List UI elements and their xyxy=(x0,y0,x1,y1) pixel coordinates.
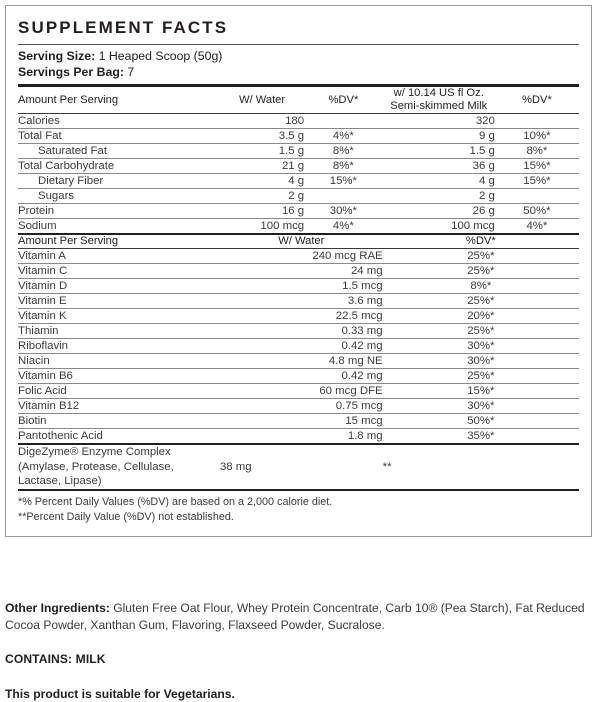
nutrient-amount-water: 2 g xyxy=(220,189,304,204)
table-row xyxy=(18,369,579,384)
serving-size-line xyxy=(18,49,579,65)
nutrient-dv-milk xyxy=(495,114,579,129)
vitamin-name: Vitamin K xyxy=(18,309,220,324)
vitamin-amount-water: 15 mcg xyxy=(220,414,383,429)
vitamin-name: Vitamin A xyxy=(18,249,220,264)
nutrient-dv-water: 8%* xyxy=(304,144,383,159)
vitamin-amount-water: 60 mcg DFE xyxy=(220,384,383,399)
header-amount-per-serving: Amount Per Serving xyxy=(18,87,220,113)
table-row xyxy=(18,264,579,279)
vitamin-name: Vitamin E xyxy=(18,294,220,309)
nutrient-amount-milk: 36 g xyxy=(383,159,495,174)
nutrient-amount-milk: 26 g xyxy=(383,204,495,219)
table-row xyxy=(18,189,579,204)
nutrient-name: Dietary Fiber xyxy=(18,174,220,189)
servings-per-bag-label: Servings Per Bag: xyxy=(18,65,124,79)
nutrient-dv-milk: 8%* xyxy=(495,144,579,159)
servings-per-bag-line xyxy=(18,65,579,81)
vitamin-name: Pantothenic Acid xyxy=(18,429,220,444)
vitamin-amount-water: 0.75 mcg xyxy=(220,399,383,414)
nutrient-amount-milk: 100 mcg xyxy=(383,219,495,234)
header-dv-milk: %DV* xyxy=(495,87,579,113)
vitamin-amount-water: 3.6 mg xyxy=(220,294,383,309)
vitamin-dv: 8%* xyxy=(383,279,579,294)
vitamin-name: Riboflavin xyxy=(18,339,220,354)
vitamin-dv: 35%* xyxy=(383,429,579,444)
main-nutrition-body xyxy=(18,114,579,233)
vegetarian-statement: This product is suitable for Vegetarians. xyxy=(5,686,593,702)
nutrient-dv-water xyxy=(304,114,383,129)
vitamin-dv: 25%* xyxy=(383,249,579,264)
header-with-milk-line2: Semi-skimmed Milk xyxy=(390,100,487,112)
nutrient-name: Saturated Fat xyxy=(18,144,220,159)
vitamin-dv: 25%* xyxy=(383,369,579,384)
table-row xyxy=(18,339,579,354)
table-row xyxy=(18,324,579,339)
nutrient-name: Sugars xyxy=(18,189,220,204)
vitamin-header-with-water: W/ Water xyxy=(220,235,383,248)
table-row xyxy=(18,384,579,399)
nutrient-name: Calories xyxy=(18,114,220,129)
nutrient-amount-milk: 4 g xyxy=(383,174,495,189)
vitamin-name: Niacin xyxy=(18,354,220,369)
table-row xyxy=(18,219,579,234)
nutrient-dv-milk: 50%* xyxy=(495,204,579,219)
table-row xyxy=(18,249,579,264)
nutrient-dv-milk: 15%* xyxy=(495,174,579,189)
table-row xyxy=(18,399,579,414)
table-row xyxy=(18,279,579,294)
header-with-milk-line1: w/ 10.14 US fl Oz. xyxy=(394,87,484,99)
vitamin-name: Biotin xyxy=(18,414,220,429)
vitamin-header-amount-per-serving: Amount Per Serving xyxy=(18,235,220,248)
vitamin-dv: 20%* xyxy=(383,309,579,324)
vitamin-dv: 50%* xyxy=(383,414,579,429)
nutrient-amount-milk: 2 g xyxy=(383,189,495,204)
footnotes xyxy=(18,491,579,528)
header-with-water: W/ Water xyxy=(220,87,304,113)
nutrient-name: Protein xyxy=(18,204,220,219)
other-ingredients xyxy=(5,600,593,633)
nutrient-amount-milk: 320 xyxy=(383,114,495,129)
serving-info xyxy=(18,45,579,84)
vitamin-name: Vitamin B6 xyxy=(18,369,220,384)
enzyme-amount: 38 mg xyxy=(220,445,383,489)
nutrient-dv-milk: 4%* xyxy=(495,219,579,234)
nutrient-amount-water: 100 mcg xyxy=(220,219,304,234)
label-bottom-text xyxy=(5,600,593,702)
nutrient-name: Sodium xyxy=(18,219,220,234)
table-row xyxy=(18,144,579,159)
supplement-facts-panel xyxy=(5,5,592,537)
nutrient-dv-water: 8%* xyxy=(304,159,383,174)
table-row xyxy=(18,309,579,324)
vitamin-name: Vitamin B12 xyxy=(18,399,220,414)
vitamin-amount-water: 24 mg xyxy=(220,264,383,279)
vitamin-amount-water: 1.8 mg xyxy=(220,429,383,444)
nutrient-dv-water: 4%* xyxy=(304,219,383,234)
table-row xyxy=(18,174,579,189)
table-row xyxy=(18,354,579,369)
vitamin-table-header-row xyxy=(18,235,579,248)
nutrient-dv-milk: 15%* xyxy=(495,159,579,174)
enzyme-name-line2: (Amylase, Protease, Cellulase, xyxy=(18,461,174,473)
nutrient-dv-water: 4%* xyxy=(304,129,383,144)
vitamin-amount-water: 0.42 mg xyxy=(220,369,383,384)
vitamin-dv: 25%* xyxy=(383,324,579,339)
contains-allergen: CONTAINS: MILK xyxy=(5,651,593,668)
vitamin-dv: 30%* xyxy=(383,354,579,369)
vitamin-table xyxy=(18,235,579,248)
nutrient-amount-water: 4 g xyxy=(220,174,304,189)
main-nutrition-table xyxy=(18,87,579,113)
nutrient-amount-water: 180 xyxy=(220,114,304,129)
nutrient-dv-water: 15%* xyxy=(304,174,383,189)
nutrient-dv-water xyxy=(304,189,383,204)
footnote-double-star: **Percent Daily Value (%DV) not established. xyxy=(18,510,579,526)
enzyme-name-line3: Lactase, Lipase) xyxy=(18,475,102,487)
vitamin-dv: 15%* xyxy=(383,384,579,399)
vitamin-dv: 25%* xyxy=(383,294,579,309)
nutrient-dv-water: 30%* xyxy=(304,204,383,219)
vitamin-dv: 30%* xyxy=(383,399,579,414)
table-row xyxy=(18,129,579,144)
table-row xyxy=(18,294,579,309)
vitamin-amount-water: 22.5 mcg xyxy=(220,309,383,324)
header-with-milk xyxy=(383,87,495,113)
vitamin-table-body xyxy=(18,249,579,443)
nutrient-amount-water: 3.5 g xyxy=(220,129,304,144)
enzyme-dv: ** xyxy=(383,445,579,489)
vitamin-dv: 30%* xyxy=(383,339,579,354)
other-ingredients-label: Other Ingredients: xyxy=(5,601,110,615)
vitamin-amount-water: 1.5 mcg xyxy=(220,279,383,294)
vitamin-header-dv: %DV* xyxy=(383,235,579,248)
nutrient-amount-milk: 1.5 g xyxy=(383,144,495,159)
enzyme-row xyxy=(18,445,579,489)
servings-per-bag-value: 7 xyxy=(124,65,134,79)
main-table-header-row xyxy=(18,87,579,113)
table-row xyxy=(18,429,579,444)
table-row xyxy=(18,159,579,174)
enzyme-name-cell xyxy=(18,445,220,489)
vitamin-name: Vitamin C xyxy=(18,264,220,279)
vitamin-amount-water: 4.8 mg NE xyxy=(220,354,383,369)
nutrient-amount-milk: 9 g xyxy=(383,129,495,144)
header-dv-water: %DV* xyxy=(304,87,383,113)
vitamin-amount-water: 0.42 mg xyxy=(220,339,383,354)
nutrient-name: Total Carbohydrate xyxy=(18,159,220,174)
vitamin-dv: 25%* xyxy=(383,264,579,279)
table-row xyxy=(18,414,579,429)
nutrient-amount-water: 1.5 g xyxy=(220,144,304,159)
serving-size-value: 1 Heaped Scoop (50g) xyxy=(95,49,222,63)
vitamin-name: Vitamin D xyxy=(18,279,220,294)
vitamin-name: Folic Acid xyxy=(18,384,220,399)
vitamin-name: Thiamin xyxy=(18,324,220,339)
enzyme-table xyxy=(18,445,579,489)
nutrient-name: Total Fat xyxy=(18,129,220,144)
vitamin-amount-water: 240 mcg RAE xyxy=(220,249,383,264)
nutrient-amount-water: 16 g xyxy=(220,204,304,219)
table-row xyxy=(18,114,579,129)
serving-size-label: Serving Size: xyxy=(18,49,95,63)
other-ingredients-value: Gluten Free Oat Flour, Whey Protein Concentrate, Carb 10® (Pea Starch), Fat Reduced Cocoa Powder, Xanthan Gum, Flavoring, Flaxseed Powder, Sucralose. xyxy=(5,601,585,632)
enzyme-name-line1: DigeZyme® Enzyme Complex xyxy=(18,446,171,458)
page-title: SUPPLEMENT FACTS xyxy=(18,16,579,44)
footnote-single-star: *% Percent Daily Values (%DV) are based on a 2,000 calorie diet. xyxy=(18,495,579,511)
nutrient-dv-milk xyxy=(495,189,579,204)
vitamin-amount-water: 0.33 mg xyxy=(220,324,383,339)
table-row xyxy=(18,204,579,219)
nutrient-dv-milk: 10%* xyxy=(495,129,579,144)
nutrient-amount-water: 21 g xyxy=(220,159,304,174)
